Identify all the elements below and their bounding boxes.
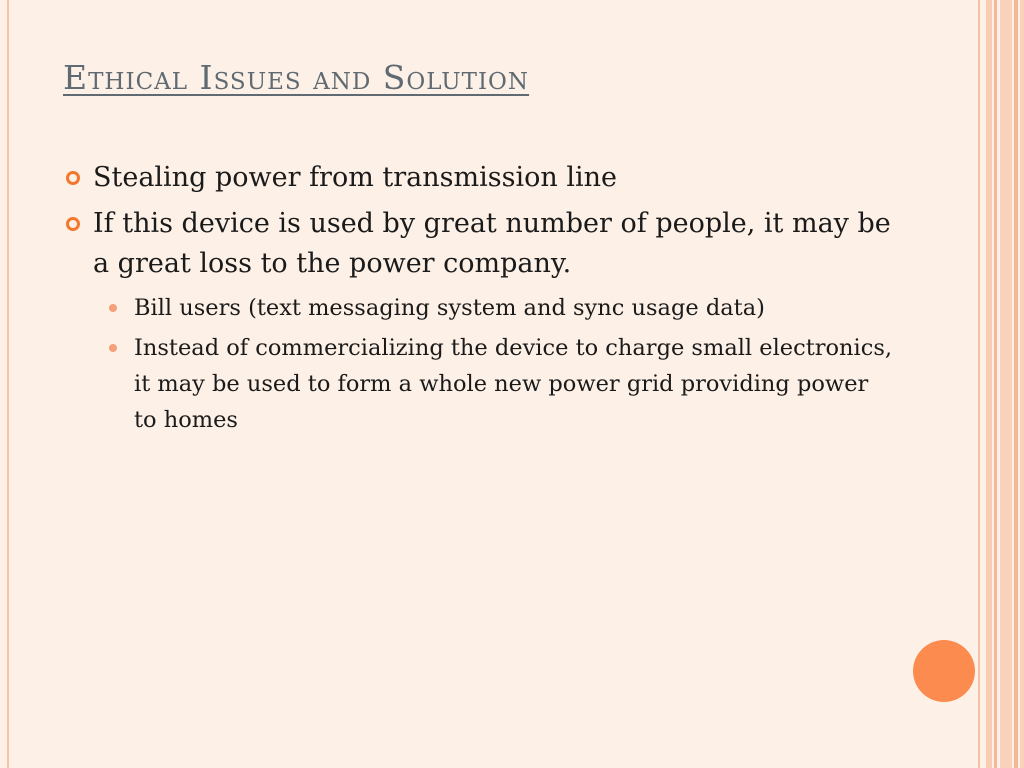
dot-bullet-icon (109, 304, 117, 312)
ring-bullet-icon (66, 217, 80, 231)
right-stripe (1020, 0, 1024, 768)
ring-bullet-icon (66, 171, 80, 185)
right-stripe (978, 0, 980, 768)
bullet-item (64, 158, 894, 198)
bullet-text: Stealing power from transmission line (93, 162, 617, 193)
right-stripe (994, 0, 997, 768)
slide-title: Ethical Issues and Solution (63, 58, 530, 97)
right-stripe (986, 0, 992, 768)
sub-bullet-list (107, 290, 894, 438)
bullet-text: If this device is used by great number of people, it may be a great loss to the power company. (93, 208, 891, 279)
sub-bullet-item (107, 290, 894, 326)
right-stripe (1014, 0, 1018, 768)
right-stripe (1000, 0, 1012, 768)
bullet-item (64, 204, 894, 284)
left-border (7, 0, 9, 768)
bullet-list (64, 158, 894, 442)
sub-bullet-text: Instead of commercializing the device to charge small electronics, it may be used to form a whole new power grid providing power to homes (134, 335, 893, 433)
sub-bullet-item (107, 330, 894, 438)
dot-bullet-icon (109, 344, 117, 352)
orange-circle-icon (913, 640, 975, 702)
sub-bullet-text: Bill users (text messaging system and sync usage data) (134, 295, 765, 321)
